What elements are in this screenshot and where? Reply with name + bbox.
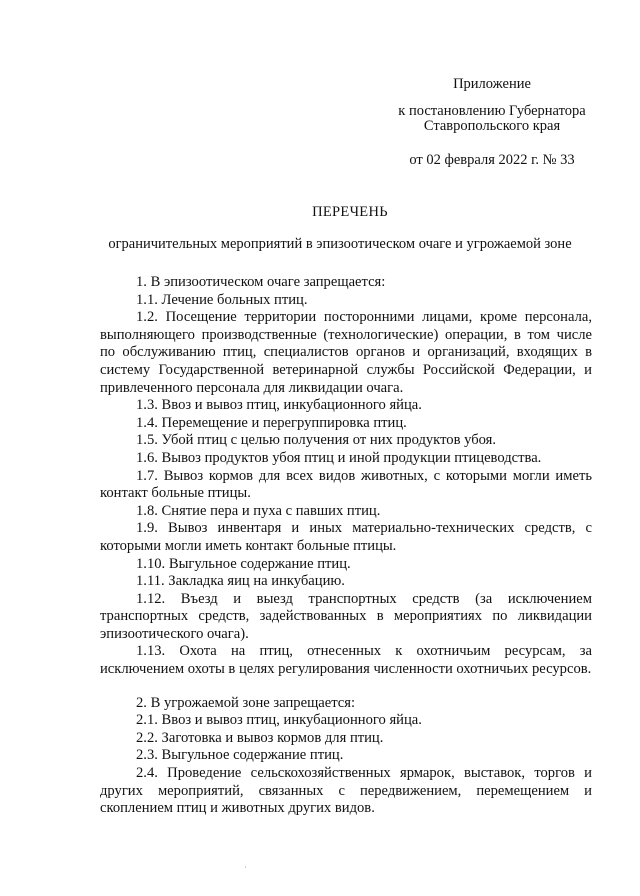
section-spacer [100, 679, 592, 695]
appendix-label: Приложение [453, 76, 531, 92]
list-item: 1.4. Перемещение и перегруппировка птиц. [136, 414, 407, 431]
list-item: 1.9. Вывоз инвентаря и иных материально-технических средств, с которыми могли иметь контакт больные птицы. [100, 520, 592, 554]
appendix-decree: к постановлению Губернатора [398, 103, 586, 119]
document-subtitle: ограничительных мероприятий в эпизоотическом очаге и угрожаемой зоне [108, 236, 572, 252]
list-item: 1.11. Закладка яиц на инкубацию. [136, 573, 345, 590]
list-item: 1.8. Снятие пера и пуха с павших птиц. [136, 502, 381, 519]
appendix-date: от 02 февраля 2022 г. № 33 [409, 152, 575, 168]
document-body [100, 274, 592, 818]
appendix-region: Ставропольского края [423, 118, 561, 134]
list-item: 1.3. Ввоз и вывоз птиц, инкубационного яйца. [136, 397, 422, 414]
section-2-heading: 2. В угрожаемой зоне запрещается: [136, 694, 356, 711]
appendix-block [372, 77, 612, 168]
list-item: 1.6. Вывоз продуктов убоя птиц и иной продукции птицеводства. [136, 449, 542, 466]
document-title: ПЕРЕЧЕНЬ [312, 204, 388, 220]
list-item: 2.2. Заготовка и вывоз кормов для птиц. [136, 729, 384, 746]
list-item: 1.7. Вывоз кормов для всех видов животных, с которыми могли иметь контакт больные птицы. [100, 467, 592, 502]
list-item: 2.3. Выгульное содержание птиц. [136, 747, 344, 764]
list-item: 1.12. Въезд и выезд транспортных средств (за исключением транспортных средств, задействованных в мероприятиях по ликвидации эпизоотического очага). [100, 590, 592, 642]
section-1-heading: 1. В эпизоотическом очаге запрещается: [136, 274, 386, 290]
list-item: 1.10. Выгульное содержание птиц. [136, 555, 351, 572]
list-item: 1.5. Убой птиц с целью получения от них продуктов убоя. [136, 432, 497, 449]
list-item: 2.1. Ввоз и вывоз птиц, инкубационного яйца. [136, 712, 422, 729]
list-item: 2.4. Проведение сельскохозяйственных ярмарок, выставок, торгов и других мероприятий, связанных с передвижением, перемещением и скоплением птиц и животных других видов. [100, 765, 592, 817]
list-item: 1.1. Лечение больных птиц. [136, 291, 308, 308]
list-item: 1.13. Охота на птиц, отнесенных к охотничьим ресурсам, за исключением охоты в целях регулирования численности охотничьих ресурсов. [100, 643, 592, 678]
scan-dot-mark: · [244, 862, 247, 872]
list-item: 1.2. Посещение территории посторонними лицами, кроме персонала, выполняющего производственные (технологические) операции, в том числе по обслуживанию птиц, специалистов органов и организаций, входящих в систему Государственной ветеринарной службы Российской Федерации, и привлеченного персонала для ликвидации очага. [100, 309, 592, 396]
